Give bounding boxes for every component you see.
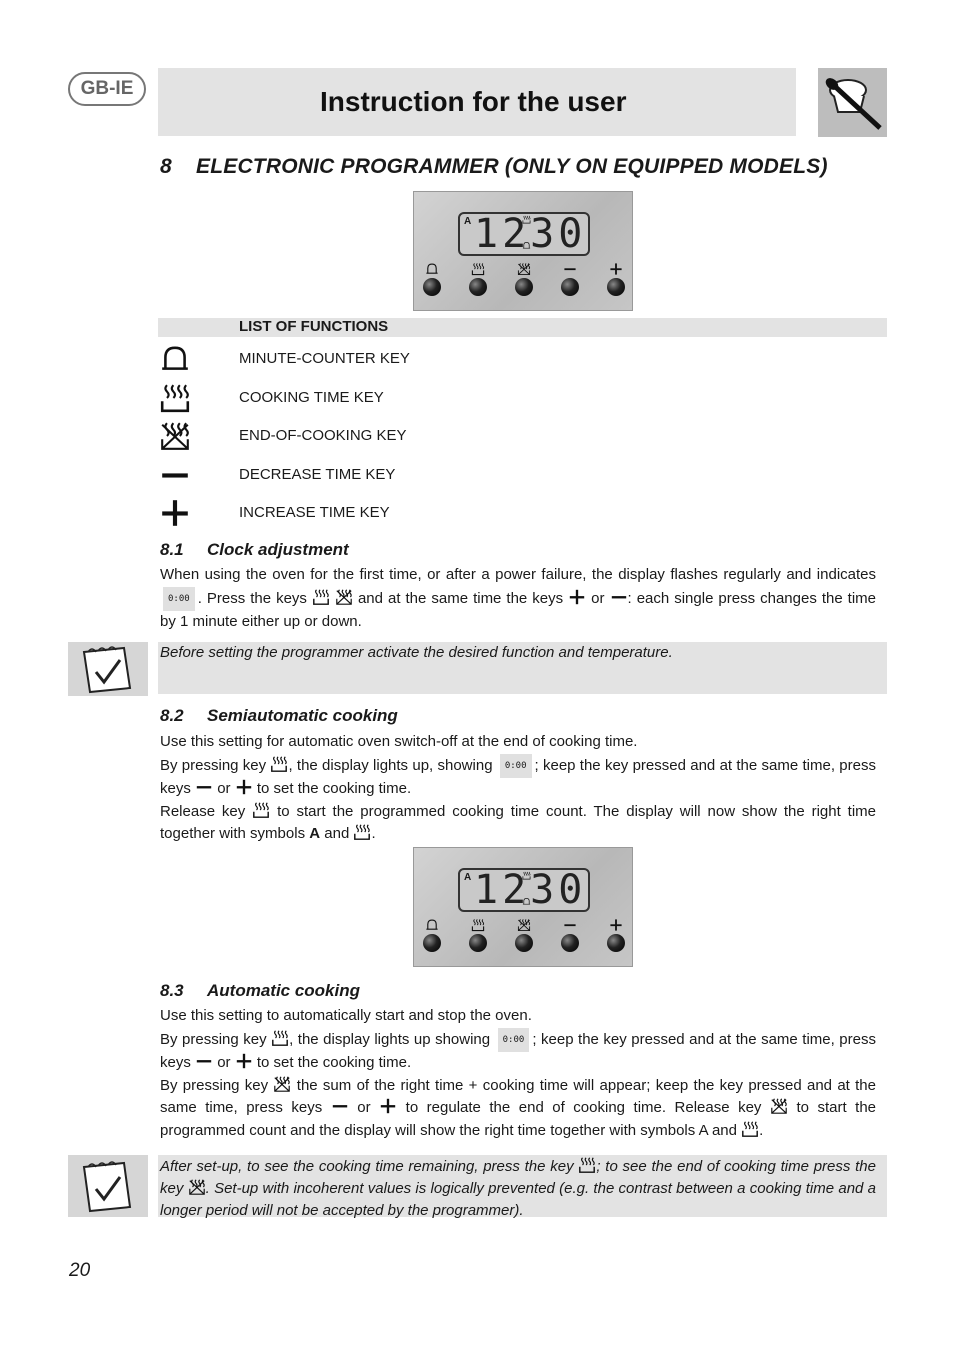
panel-end-of-cooking-icon: [517, 918, 531, 932]
text-span: ; to see the end of cooking time press the key: [160, 1158, 876, 1197]
end-of-cooking-icon: [273, 1075, 291, 1093]
text-span: or: [217, 1054, 231, 1071]
text-span: .: [371, 825, 376, 842]
display-zero-chip: 0:00: [500, 754, 532, 779]
semiautomatic-cooking-text: [160, 731, 876, 846]
text-span: to set the cooking time.: [256, 1054, 412, 1071]
minus-icon: [331, 1097, 349, 1115]
text-span: and at the same time the keys: [357, 589, 564, 607]
page-title: Instruction for the user: [320, 86, 627, 117]
text-span: to start the programmed cooking time count. The display will now show the right time together with symbols: [160, 802, 876, 842]
text-span: or: [357, 1099, 371, 1116]
minus-icon: [610, 588, 628, 606]
text-span: ; keep the key pressed and at the same time, press keys: [160, 1030, 876, 1071]
lcd-display: [458, 868, 590, 912]
panel-key-increase: [607, 278, 625, 296]
lcd-digits: 1230: [474, 867, 587, 913]
text-span: or: [217, 780, 231, 797]
subsection-heading-8-2: [160, 706, 398, 726]
panel-key-minute-counter: [423, 934, 441, 952]
function-label: INCREASE TIME KEY: [239, 504, 390, 521]
note-pencil-icon: [68, 642, 148, 696]
text-span: the sum of the right time + cooking time will appear; keep the key pressed and at the same time, press keys: [160, 1076, 876, 1116]
panel-key-cooking-time: [469, 278, 487, 296]
plus-icon: [159, 497, 191, 529]
text-span: , the display lights up showing: [289, 1030, 491, 1048]
lcd-cooking-time-icon: [522, 871, 531, 880]
text-span: Release key: [160, 802, 246, 820]
programmer-panel-image: [413, 191, 633, 311]
text-span: By pressing key: [160, 1076, 269, 1094]
page-number: 20: [69, 1260, 91, 1281]
functions-header: LIST OF FUNCTIONS: [239, 318, 389, 335]
text-span: . Press the keys: [197, 589, 307, 607]
function-label: MINUTE-COUNTER KEY: [239, 350, 410, 367]
symbol-a: A: [309, 825, 321, 842]
panel-plus-icon: [609, 918, 623, 932]
text-span: After set-up, to see the cooking time remaining, press the key: [160, 1158, 574, 1175]
panel-key-cooking-time: [469, 934, 487, 952]
panel-end-of-cooking-icon: [517, 262, 531, 276]
plus-icon: [235, 1052, 253, 1070]
subsection-title: Clock adjustment: [207, 540, 349, 559]
subsection-number: 8.2: [160, 706, 184, 725]
panel-key-minute-counter: [423, 278, 441, 296]
chef-spoon-logo-icon: [818, 68, 887, 137]
function-label: DECREASE TIME KEY: [239, 466, 396, 483]
section-number: 8: [160, 155, 172, 178]
text-span: , the display lights up, showing: [288, 756, 493, 774]
section-title: ELECTRONIC PROGRAMMER (ONLY ON EQUIPPED MODELS): [196, 155, 828, 178]
note-pencil-icon: [68, 1155, 148, 1217]
text-span: . Set-up with incoherent values is logically prevented (e.g. the contrast between a cooking time and a longer period will not be accepted by the programmer).: [160, 1180, 877, 1219]
function-label: END-OF-COOKING KEY: [239, 427, 407, 444]
plus-icon: [235, 778, 253, 796]
plus-icon: [568, 588, 586, 606]
text-span: .: [759, 1121, 764, 1139]
panel-bell-icon: [425, 262, 439, 276]
minus-icon: [195, 1052, 213, 1070]
cooking-time-icon: [159, 382, 191, 414]
panel-bell-icon: [425, 918, 439, 932]
lcd-digits: 1230: [474, 211, 587, 257]
subsection-number: 8.3: [160, 981, 184, 1000]
panel-key-decrease: [561, 278, 579, 296]
subsection-heading-8-1: [160, 540, 349, 560]
panel-minus-icon: [563, 262, 577, 276]
note-text: Before setting the programmer activate the desired function and temperature.: [160, 644, 673, 661]
language-badge: GB-IE: [68, 72, 146, 106]
panel-minus-icon: [563, 918, 577, 932]
subsection-title: Semiautomatic cooking: [207, 706, 398, 725]
subsection-title: Automatic cooking: [207, 981, 361, 1000]
end-of-cooking-icon: [159, 420, 191, 452]
display-zero-chip: 0:00: [163, 587, 195, 612]
cooking-time-icon: [312, 588, 330, 606]
minus-icon: [195, 778, 213, 796]
end-of-cooking-icon: [335, 588, 353, 606]
end-of-cooking-icon: [770, 1097, 788, 1115]
text-span: By pressing key: [160, 756, 267, 774]
note-box: [158, 642, 887, 694]
cooking-time-icon: [270, 755, 288, 773]
panel-cooking-time-icon: [471, 918, 485, 932]
text-span: and: [324, 825, 350, 842]
panel-key-decrease: [561, 934, 579, 952]
lcd-cooking-time-icon: [522, 215, 531, 224]
note-box: [158, 1155, 887, 1217]
section-heading: [160, 155, 828, 179]
text-span: ; keep the key pressed and at the same time, press keys: [160, 756, 876, 797]
text-line: Use this setting to automatically start and stop the oven.: [160, 1007, 532, 1024]
panel-cooking-time-icon: [471, 262, 485, 276]
function-label: COOKING TIME KEY: [239, 389, 384, 406]
text-span: to regulate the end of cooking time. Release key: [405, 1099, 762, 1116]
cooking-time-icon: [741, 1120, 759, 1138]
end-of-cooking-icon: [188, 1178, 206, 1196]
text-span: or: [591, 589, 605, 607]
text-span: When using the oven for the first time, or after a power failure, the display flashes regularly and indicates: [160, 566, 876, 583]
text-span: By pressing key: [160, 1030, 267, 1048]
display-zero-chip: 0:00: [498, 1028, 530, 1053]
text-span: to set the cooking time.: [256, 780, 412, 797]
lcd-auto-indicator: A: [464, 872, 472, 883]
panel-key-end-of-cooking: [515, 934, 533, 952]
minus-icon: [159, 459, 191, 491]
programmer-panel-image: [413, 847, 633, 967]
subsection-heading-8-3: [160, 981, 360, 1001]
lcd-bell-icon: [522, 897, 531, 906]
automatic-cooking-text: [160, 1005, 876, 1142]
cooking-time-icon: [353, 823, 371, 841]
panel-plus-icon: [609, 262, 623, 276]
plus-icon: [379, 1097, 397, 1115]
cooking-time-icon: [252, 801, 270, 819]
clock-adjustment-text: [160, 564, 876, 634]
cooking-time-icon: [271, 1029, 289, 1047]
subsection-number: 8.1: [160, 540, 184, 559]
lcd-auto-indicator: A: [464, 216, 472, 227]
text-span: : each single press changes the time by 1 minute either up or down.: [160, 589, 877, 630]
cooking-time-icon: [578, 1156, 596, 1174]
bell-icon: [159, 343, 191, 375]
panel-key-increase: [607, 934, 625, 952]
text-span: to start the programmed count and the display will show the right time together with symbols A and: [160, 1099, 877, 1139]
note-text: [158, 1155, 887, 1222]
text-line: Use this setting for automatic oven switch-off at the end of cooking time.: [160, 733, 638, 750]
lcd-bell-icon: [522, 241, 531, 250]
panel-key-end-of-cooking: [515, 278, 533, 296]
lcd-display: [458, 212, 590, 256]
